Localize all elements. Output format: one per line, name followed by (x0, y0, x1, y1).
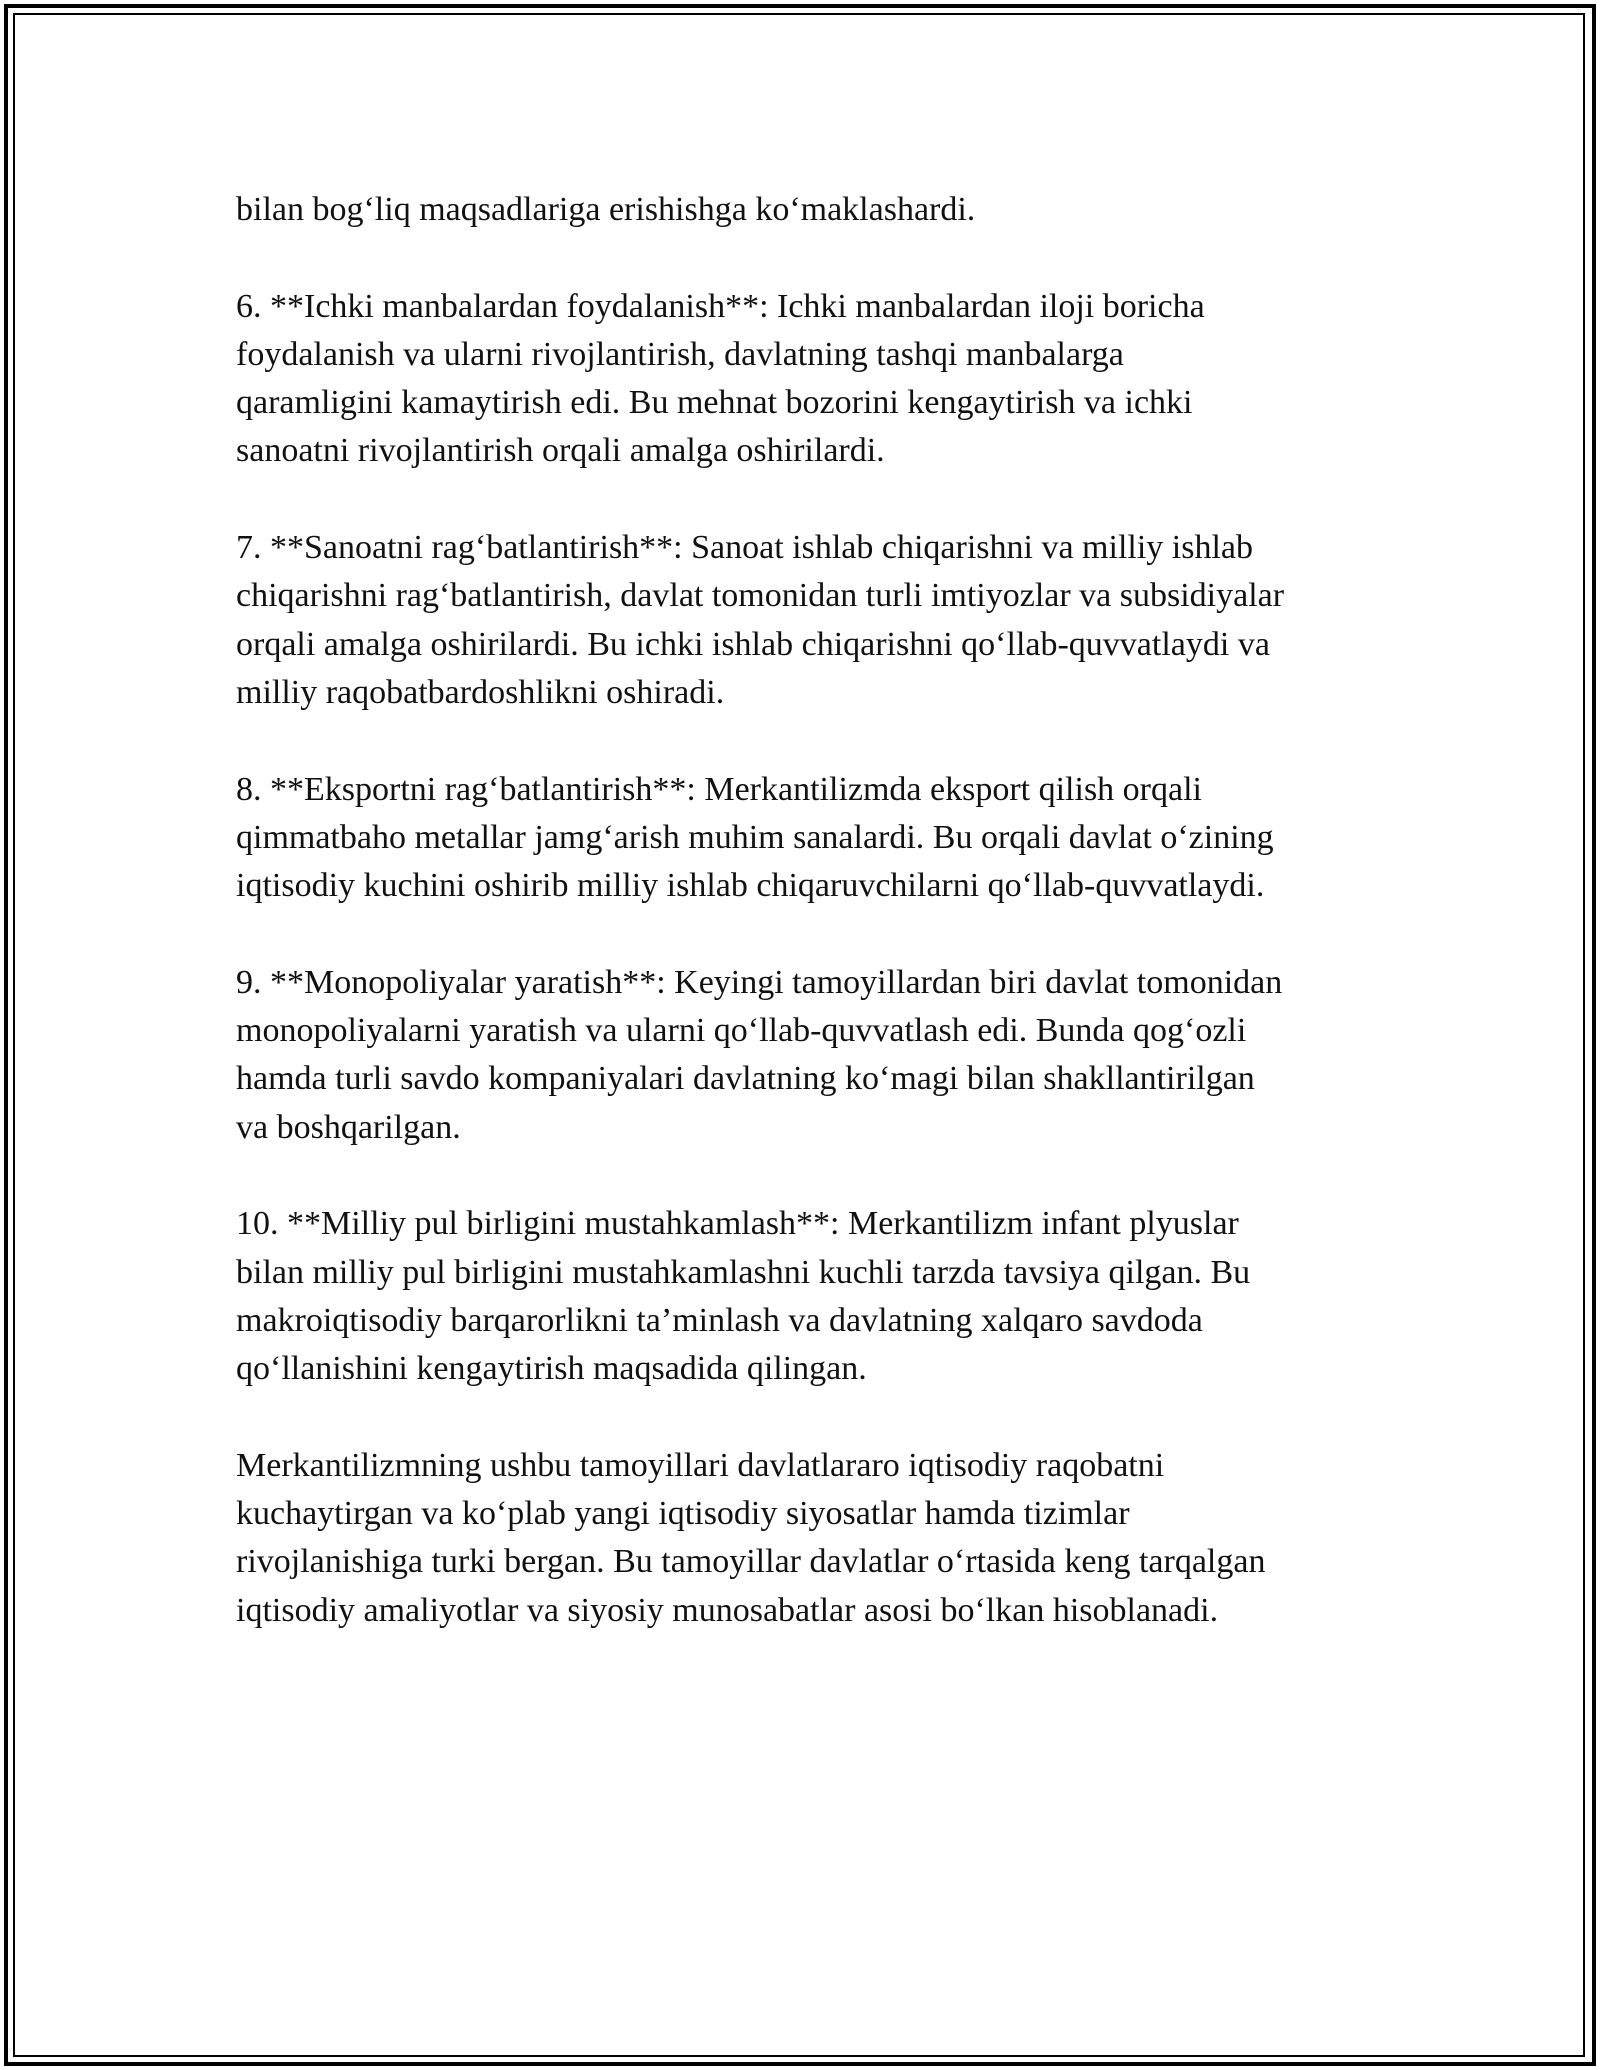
text-line: 9. **Monopoliyalar yaratish**: Keyingi tamoyillardan biri davlat tomonidan (236, 963, 1283, 1001)
paragraph-item-8 (236, 766, 1386, 911)
text-line: Merkantilizmning ushbu tamoyillari davlatlararo iqtisodiy raqobatni (236, 1446, 1165, 1484)
paragraph-item-7 (236, 524, 1386, 717)
text-line: iqtisodiy amaliyotlar va siyosiy munosabatlar asosi bo‘lkan hisoblanadi. (236, 1591, 1219, 1629)
text-line: monopoliyalarni yaratish va ularni qo‘llab-quvvatlash edi. Bunda qog‘ozli (236, 1012, 1247, 1050)
text-line: 7. **Sanoatni rag‘batlantirish**: Sanoat ishlab chiqarishni va milliy ishlab (236, 529, 1253, 567)
text-line: makroiqtisodiy barqarorlikni ta’minlash va davlatning xalqaro savdoda (236, 1301, 1203, 1339)
text-line: 10. **Milliy pul birligini mustahkamlash**: Merkantilizm infant plyuslar (236, 1205, 1239, 1243)
text-line: 8. **Eksportni rag‘batlantirish**: Merkantilizmda eksport qilish orqali (236, 770, 1202, 808)
paragraph-conclusion (236, 1442, 1386, 1635)
paragraph-item-9 (236, 959, 1386, 1152)
text-line: chiqarishni rag‘batlantirish, davlat tomonidan turli imtiyozlar va subsidiyalar (236, 577, 1285, 615)
text-line: sanoatni rivojlantirish orqali amalga oshirilardi. (236, 432, 885, 470)
text-line: bilan milliy pul birligini mustahkamlashni kuchli tarzda tavsiya qilgan. Bu (236, 1253, 1251, 1291)
document-body (236, 186, 1386, 1683)
text-line: foydalanish va ularni rivojlantirish, davlatning tashqi manbalarga (236, 335, 1124, 373)
paragraph-item-6 (236, 283, 1386, 476)
text-line: qaramligini kamaytirish edi. Bu mehnat bozorini kengaytirish va ichki (236, 384, 1193, 422)
text-line: rivojlanishiga turki bergan. Bu tamoyillar davlatlar o‘rtasida keng tarqalgan (236, 1543, 1266, 1581)
text-line: hamda turli savdo kompaniyalari davlatning ko‘magi bilan shakllantirilgan (236, 1060, 1255, 1098)
text-line: iqtisodiy kuchini oshirib milliy ishlab chiqaruvchilarni qo‘llab-quvvatlaydi. (236, 867, 1265, 905)
text-line: qo‘llanishini kengaytirish maqsadida qilingan. (236, 1350, 867, 1388)
paragraph-item-10 (236, 1200, 1386, 1393)
text-line: milliy raqobatbardoshlikni oshiradi. (236, 673, 725, 711)
text-line: orqali amalga oshirilardi. Bu ichki ishlab chiqarishni qo‘llab-quvvatlaydi va (236, 625, 1270, 663)
paragraph-continuation (236, 186, 1386, 234)
text-line: va boshqarilgan. (236, 1108, 461, 1146)
text-line: kuchaytirgan va ko‘plab yangi iqtisodiy siyosatlar hamda tizimlar (236, 1495, 1130, 1533)
text-line: 6. **Ichki manbalardan foydalanish**: Ichki manbalardan iloji boricha (236, 287, 1205, 325)
text-line: bilan bog‘liq maqsadlariga erishishga ko‘maklashardi. (236, 191, 976, 228)
text-line: qimmatbaho metallar jamg‘arish muhim sanalardi. Bu orqali davlat o‘zining (236, 818, 1274, 856)
